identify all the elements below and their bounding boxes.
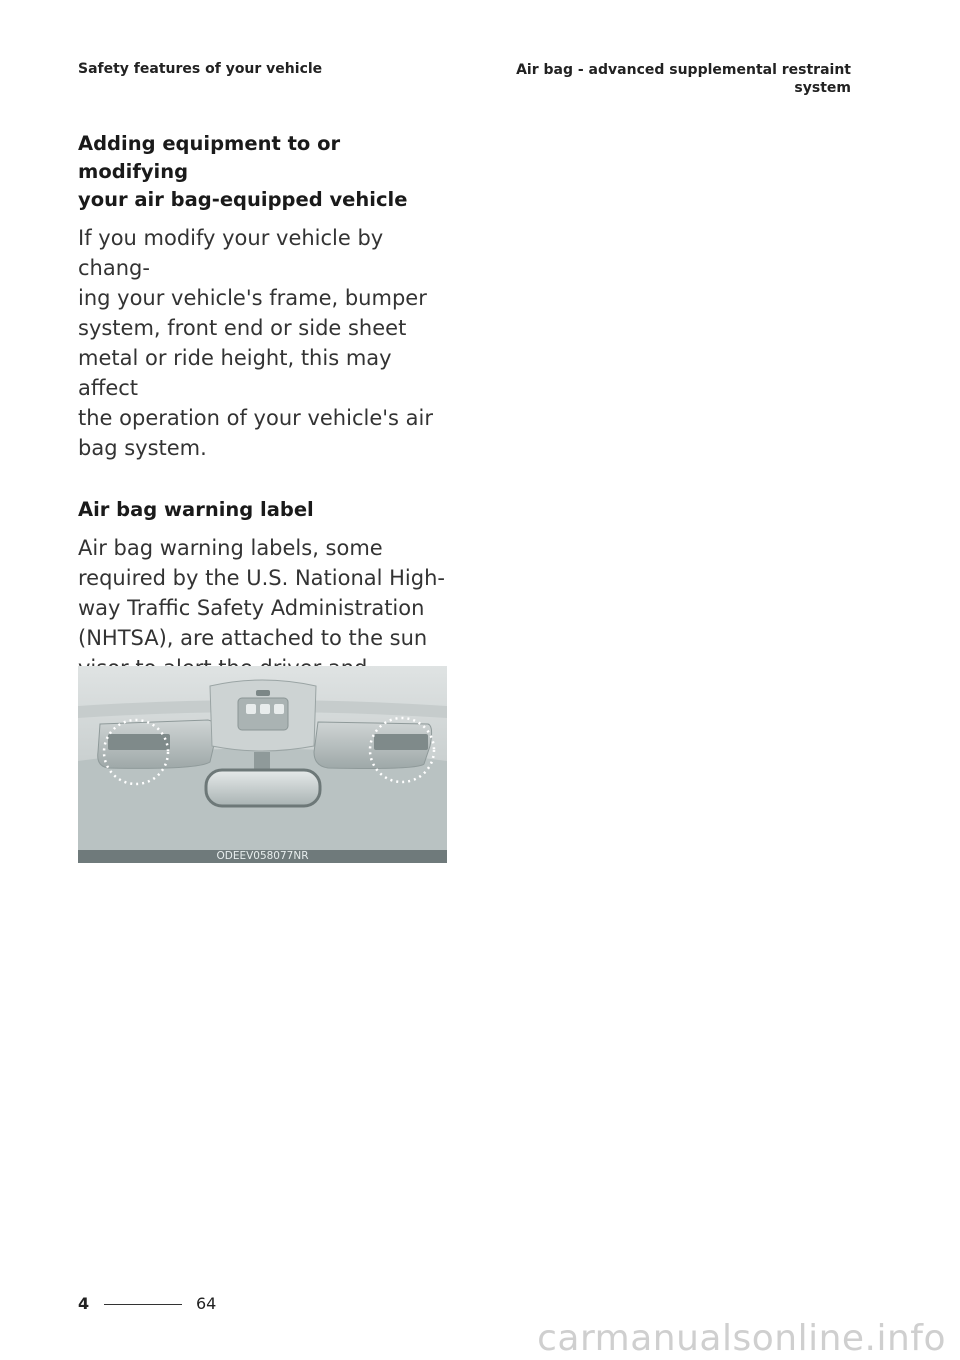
text-line: system, front end or side sheet (78, 316, 407, 340)
text-line: (NHTSA), are attached to the sun (78, 626, 428, 650)
running-header-right-line2: system (794, 80, 851, 96)
section-heading-modifying-line1: Adding equipment to or modifying (78, 132, 341, 183)
page-number: 64 (196, 1294, 217, 1313)
text-line: metal or ride height, this may affect (78, 346, 392, 400)
chapter-number: 4 (78, 1294, 90, 1313)
sun-visor-illustration (78, 666, 447, 863)
text-line: ing your vehicle's frame, bumper (78, 286, 427, 310)
text-line: If you modify your vehicle by chang- (78, 226, 384, 280)
text-line: required by the U.S. National High- (78, 566, 445, 590)
sun-visor-drawing (78, 666, 447, 863)
figure-caption: ODEEV058077NR (78, 850, 447, 863)
section-heading-modifying-line2: your air bag-equipped vehicle (78, 188, 408, 211)
text-line: the operation of your vehicle's air (78, 406, 433, 430)
text-line: way Traffic Safety Administration (78, 596, 425, 620)
watermark: carmanualsonline.info (537, 1318, 946, 1359)
footer-divider (104, 1304, 182, 1305)
text-line: Air bag warning labels, some (78, 536, 383, 560)
section-heading-warning-label: Air bag warning label (78, 498, 314, 521)
section-heading-modifying (78, 130, 450, 214)
running-header-right-line1: Air bag - advanced supplemental restraint (516, 62, 851, 78)
running-header-right (491, 61, 851, 97)
text-line: bag system. (78, 436, 207, 460)
paragraph-modifying (78, 223, 450, 463)
running-header-left: Safety features of your vehicle (78, 61, 323, 77)
